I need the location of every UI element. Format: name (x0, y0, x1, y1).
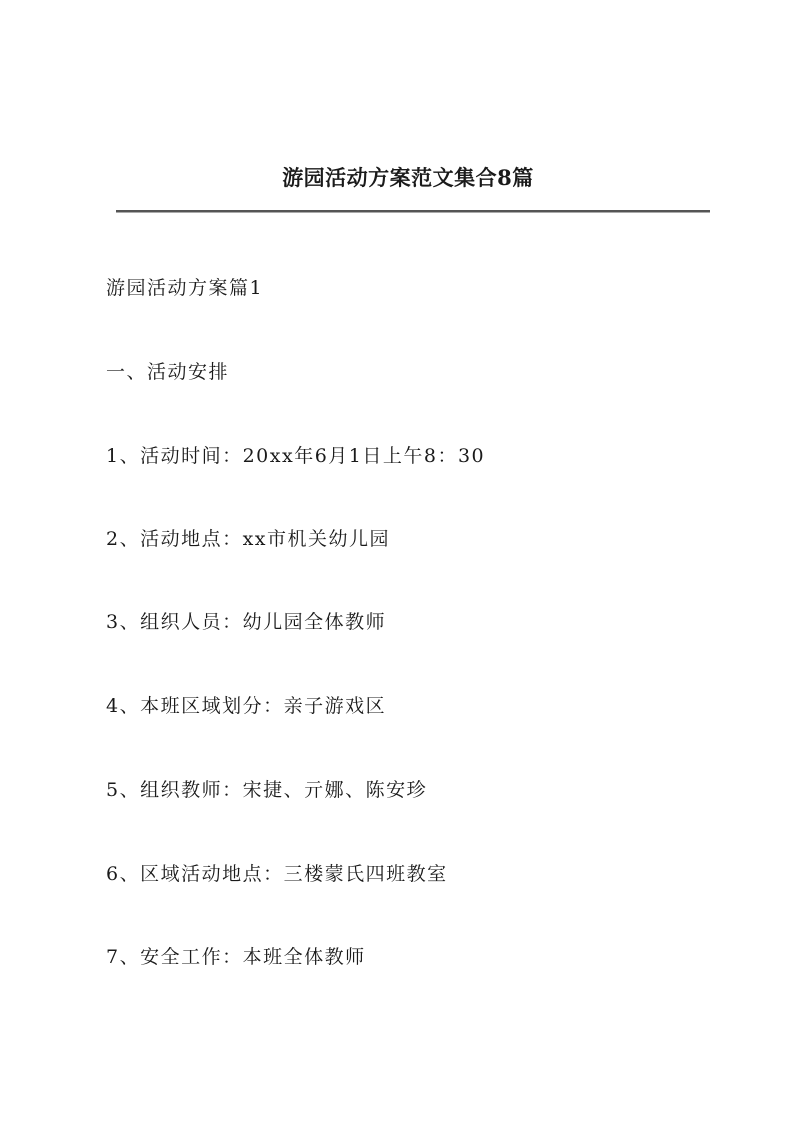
list-item: 2、活动地点：xx市机关幼儿园 (106, 528, 391, 550)
document-title: 游园活动方案范文集合8篇 (282, 165, 534, 190)
list-item: 5、组织教师：宋捷、亓娜、陈安珍 (106, 779, 428, 801)
section-heading: 游园活动方案篇1 (106, 277, 264, 299)
list-item: 6、区域活动地点：三楼蒙氏四班教室 (106, 863, 448, 885)
list-item: 4、本班区域划分：亲子游戏区 (106, 695, 387, 717)
title-divider (116, 210, 710, 213)
list-item: 1、活动时间：20xx年6月1日上午8：30 (106, 445, 486, 467)
list-item: 3、组织人员：幼儿园全体教师 (106, 611, 387, 633)
subsection-heading: 一、活动安排 (106, 361, 230, 383)
list-item: 7、安全工作：本班全体教师 (106, 946, 366, 968)
